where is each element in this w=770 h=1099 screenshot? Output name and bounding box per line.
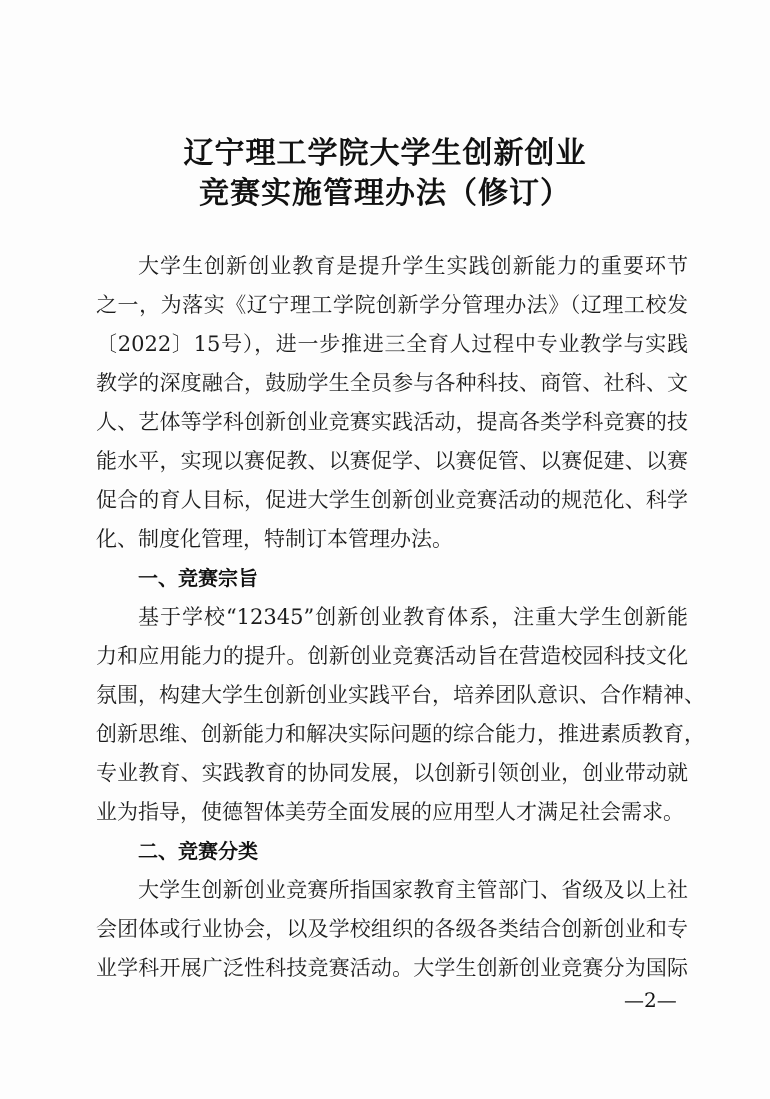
paragraph-line: 之一，为落实《辽宁理工学院创新学分管理办法》（辽理工校发: [96, 293, 688, 317]
paragraph-line: 大学生创新创业教育是提升学生实践创新能力的重要环节: [138, 254, 688, 278]
paragraph-line: 创新思维、创新能力和解决实际问题的综合能力，推进素质教育，: [96, 722, 705, 746]
paragraph-line: 力和应用能力的提升。创新创业竞赛活动旨在营造校园科技文化: [96, 644, 688, 668]
paragraph-line: 化、制度化管理，特制订本管理办法。: [96, 527, 453, 551]
document-title-line-2: 竞赛实施管理办法（修订）: [199, 176, 571, 211]
paragraph-line: 〔2022〕15号），进一步推进三全育人过程中专业教学与实践: [96, 332, 688, 356]
document-title-line-1: 辽宁理工学院大学生创新创业: [183, 136, 587, 171]
paragraph-line: 大学生创新创业竞赛所指国家教育主管部门、省级及以上社: [138, 878, 688, 902]
paragraph-line: 教学的深度融合，鼓励学生全员参与各种科技、商管、社科、文: [96, 371, 688, 395]
paragraph-line: 业为指导，使德智体美劳全面发展的应用型人才满足社会需求。: [96, 800, 684, 824]
paragraph-line: 能水平，实现以赛促教、以赛促学、以赛促管、以赛促建、以赛: [96, 449, 688, 473]
paragraph-line: 基于学校“12345”创新创业教育体系，注重大学生创新能: [138, 605, 688, 629]
section-heading-purpose: 一、竞赛宗旨: [138, 566, 258, 590]
page-number: —2—: [624, 988, 677, 1012]
section-heading-categories: 二、竞赛分类: [138, 839, 258, 863]
paragraph-line: 促合的育人目标，促进大学生创新创业竞赛活动的规范化、科学: [96, 488, 688, 512]
paragraph-line: 人、艺体等学科创新创业竞赛实践活动，提高各类学科竞赛的技: [96, 410, 688, 434]
paragraph-line: 会团体或行业协会，以及学校组织的各级各类结合创新创业和专: [96, 917, 688, 941]
paragraph-line: 专业教育、实践教育的协同发展，以创新引领创业，创业带动就: [96, 761, 688, 785]
paragraph-line: 业学科开展广泛性科技竞赛活动。大学生创新创业竞赛分为国际: [96, 956, 688, 980]
paragraph-line: 氛围，构建大学生创新创业实践平台，培养团队意识、合作精神、: [96, 683, 705, 707]
